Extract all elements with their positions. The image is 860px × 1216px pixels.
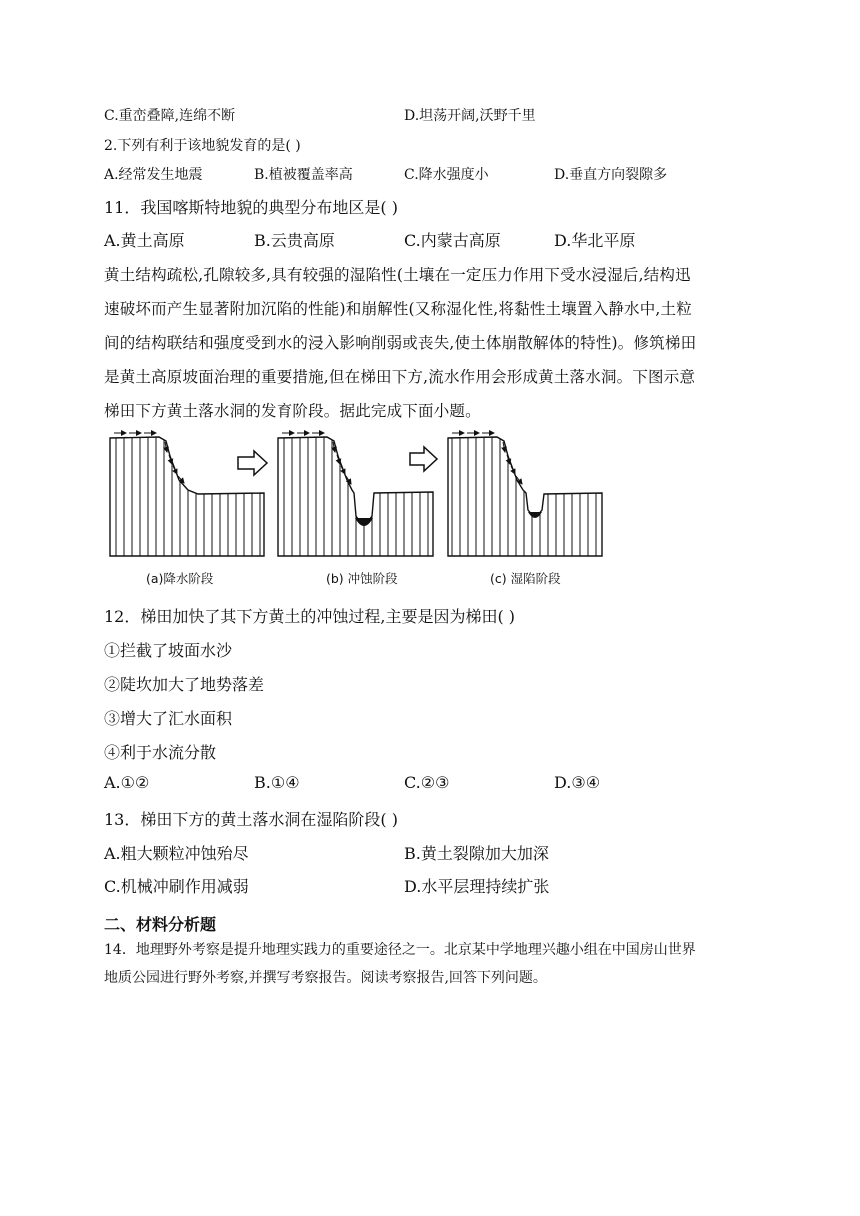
caption-c: (c) 湿陷阶段 bbox=[490, 571, 561, 586]
option-b: B.黄土裂隙加大加深 bbox=[404, 844, 549, 863]
option-c: C.内蒙古高原 bbox=[404, 231, 501, 250]
figure-svg bbox=[104, 428, 604, 593]
section-title: 二、材料分析题 bbox=[104, 915, 217, 934]
option-c: C.重峦叠障,连绵不断 bbox=[104, 108, 236, 124]
panel-b-erosion bbox=[278, 433, 433, 556]
statement-3: ③增大了汇水面积 bbox=[104, 709, 233, 728]
question-2-stem: 2.下列有利于该地貌发育的是( ) bbox=[104, 138, 301, 154]
passage-line: 间的结构联结和强度受到水的浸入影响削弱或丧失,使土体崩散解体的特性)。修筑梯田 bbox=[104, 334, 697, 352]
passage-line: 黄土结构疏松,孔隙较多,具有较强的湿陷性(土壤在一定压力作用下受水浸湿后,结构迅 bbox=[104, 266, 691, 284]
caption-a: (a)降水阶段 bbox=[146, 571, 214, 586]
question-14-line: 14．地理野外考察是提升地理实践力的重要途径之一。北京某中学地理兴趣小组在中国房山世界 bbox=[104, 942, 696, 958]
option-c: C.②③ bbox=[404, 773, 450, 792]
statement-4: ④利于水流分散 bbox=[104, 743, 217, 762]
option-d: D.坦荡开阔,沃野千里 bbox=[404, 108, 536, 124]
option-b: B.植被覆盖率高 bbox=[254, 167, 353, 183]
option-a: A.经常发生地震 bbox=[104, 167, 203, 183]
option-a: A.黄土高原 bbox=[104, 231, 185, 250]
panel-c-collapse bbox=[448, 433, 602, 556]
sinkhole-stages-figure bbox=[104, 428, 604, 593]
stage-arrow-icon bbox=[410, 447, 437, 471]
option-d: D.垂直方向裂隙多 bbox=[554, 167, 668, 183]
question-11-stem: 11．我国喀斯特地貌的典型分布地区是( ) bbox=[104, 198, 398, 217]
option-c: C.机械冲刷作用减弱 bbox=[104, 877, 249, 896]
question-12-stem: 12．梯田加快了其下方黄土的冲蚀过程,主要是因为梯田( ) bbox=[104, 607, 516, 626]
stage-arrow-icon bbox=[238, 451, 267, 475]
option-d: D.水平层理持续扩张 bbox=[404, 877, 550, 896]
question-14-line: 地质公园进行野外考察,并撰写考察报告。阅读考察报告,回答下列问题。 bbox=[104, 970, 547, 986]
option-b: B.①④ bbox=[254, 773, 300, 792]
caption-b: (b) 冲蚀阶段 bbox=[326, 571, 398, 586]
question-13-stem: 13．梯田下方的黄土落水洞在湿陷阶段( ) bbox=[104, 810, 398, 829]
option-c: C.降水强度小 bbox=[404, 167, 489, 183]
statement-2: ②陡坎加大了地势落差 bbox=[104, 675, 265, 694]
reading-passage bbox=[104, 258, 756, 428]
passage-line: 梯田下方黄土落水洞的发育阶段。据此完成下面小题。 bbox=[104, 402, 481, 420]
passage-line: 速破坏而产生显著附加沉陷的性能)和崩解性(又称湿化性,将黏性土壤置入静水中,土粒 bbox=[104, 300, 692, 318]
panel-a-rainfall bbox=[110, 433, 264, 556]
option-d: D.华北平原 bbox=[554, 231, 636, 250]
option-b: B.云贵高原 bbox=[254, 231, 335, 250]
passage-line: 是黄土高原坡面治理的重要措施,但在梯田下方,流水作用会形成黄土落水洞。下图示意 bbox=[104, 368, 696, 386]
option-a: A.①② bbox=[104, 773, 150, 792]
option-a: A.粗大颗粒冲蚀殆尽 bbox=[104, 844, 249, 863]
option-d: D.③④ bbox=[554, 773, 601, 792]
statement-1: ①拦截了坡面水沙 bbox=[104, 641, 233, 660]
